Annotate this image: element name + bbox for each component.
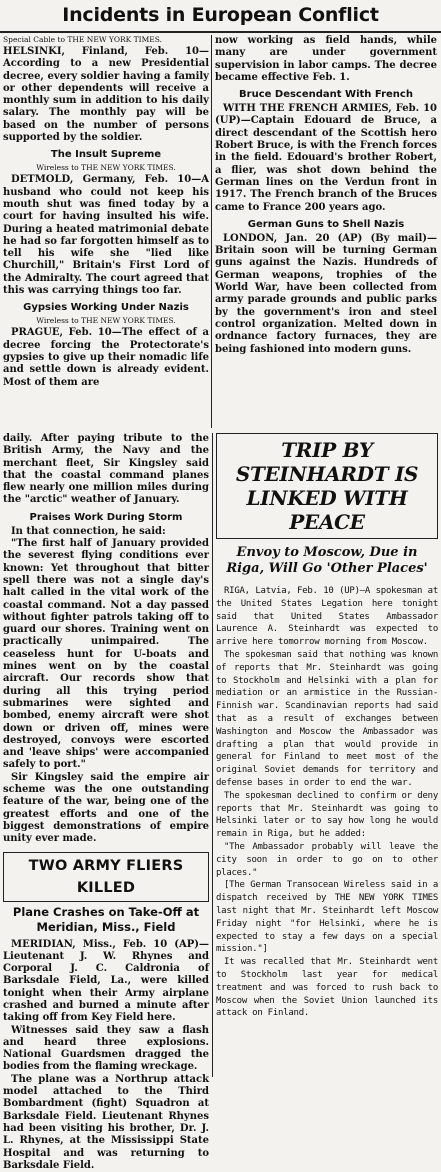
bruce-dateline: WITH THE FRENCH ARMIES, <box>223 103 392 115</box>
top-right-column <box>215 35 437 428</box>
lower-left-column <box>3 433 209 1171</box>
helsinki-dateline: HELSINKI, Finland, Feb. 10— <box>3 46 209 57</box>
gypsies-credit: Wireless to THE NEW YORK TIMES. <box>36 316 176 326</box>
insult-story <box>3 174 209 297</box>
coastal-para-3: "The first half of January provided the severest flying conditions ever known: Yet throughout that bitter spell there was not a single day's halt called in the vital work of the coastal command. Not a day passed without fighter patrols taking off to guard our shores. Training went on practically unimpaired. The ceaseless hunt for U-boats and mines went on by the coastal aircraft. Our records show that during all this trying period submarines were sighted and bombed, enemy aircraft were shot down or driven off, mines were destroyed, convoys were escorted and 'leave ships' were accompanied safely to port." <box>3 538 209 771</box>
insult-headline: The Insult Supreme <box>50 149 162 161</box>
insult-body: —A husband who could not keep his mouth shut was fined today by a court for having insulted his wife. During a heated matrimonial debate he had so far forgotten himself as to tell his wife she "lied like Churchill," Britain's First Lord of the Admiralty. The court agreed that this was carrying things too far. <box>3 174 209 297</box>
steinhardt-para-1 <box>216 585 438 649</box>
guns-headline: German Guns to Shell Nazis <box>247 218 405 230</box>
insult-dateline: DETMOLD, Germany, Feb. 10 <box>11 174 192 186</box>
steinhardt-para-6: It was recalled that Mr. Steinhardt went to Stockholm last year for medical treatment and was forced to rush back to Moscow when the Soviet Union launched its attack on Finland. <box>216 957 438 1019</box>
bruce-body: Feb. 10 (UP)—Captain Edouard de Bruce, a direct descendant of the Scottish hero Robert Bruce, is with the French forces in the field. Edouard's brother Robert, a flier, was shot down behind the German lines on the Verdun front in 1917. The French branch of the Bruces came to France 200 years ago. <box>215 103 438 213</box>
coastal-para-1: daily. After paying tribute to the British Army, the Navy and the merchant fleet, Sir Kingsley said that the coastal command planes flew nearly one million miles during the "arctic" weather of January. <box>3 433 209 506</box>
insult-credit: Wireless to THE NEW YORK TIMES. <box>36 163 176 173</box>
guns-story <box>215 233 437 356</box>
gypsies-headline: Gypsies Working Under Nazis <box>23 302 189 314</box>
fliers-para-2: Witnesses said they saw a flash and heard three explosions. National Guardsmen dragged the bodies from the flaming wreckage. <box>3 1024 209 1073</box>
gypsies-continued: now working as field hands, while many are under government supervision in labor camps. The decree became effective Feb. 1. <box>215 35 437 83</box>
steinhardt-para-3: The spokesman declined to confirm or deny reports that Mr. Steinhardt was going to Helsinki later or to say how long he would remain in Riga, but he added: <box>216 790 438 840</box>
bruce-story <box>215 103 437 214</box>
fliers-dateline: MERIDIAN, Miss., Feb. 10 (AP) <box>11 938 199 950</box>
gypsies-dateline: PRAGUE, Feb. 10 <box>11 327 112 339</box>
gypsies-story <box>3 327 209 388</box>
top-left-column <box>3 35 209 428</box>
banner-rule <box>0 31 441 33</box>
column-rule-top <box>211 35 212 428</box>
steinhardt-para-4: "The Ambassador probably will leave the city soon in order to go on to other places." <box>216 841 438 878</box>
fliers-body-1: —Lieutenant J. W. Rhynes and Corporal J. C. Caldronia of Barksdale Field, La., were killed tonight when their Army airplane crashed and burned a minute after taking off from Key Field here. <box>3 938 209 1024</box>
steinhardt-headline-box <box>216 433 438 539</box>
guns-dateline: LONDON, Jan. 20 (AP) (By mail) <box>223 232 427 244</box>
steinhardt-dateline: RIGA, Latvia, Feb. 10 (UP) <box>224 586 360 596</box>
steinhardt-para-2: The spokesman said that nothing was known of reports that Mr. Steinhardt was going to Stockholm and Helsinki with a plan for mediation or an armistice in the Russian-Finnish war. Scandinavian reports had said that as a result of exchanges between Washington and Moscow the Ambassador was drafting a plan that would provide in general for Finland to meet most of the original Soviet demands for territory and defense bases in order to end the war. <box>216 649 438 788</box>
steinhardt-body-1: —A spokesman at the United States Legation here tonight said that United States Ambassador Laurence A. Steinhardt was expected to arrive here tomorrow morning from Moscow. <box>216 586 438 648</box>
column-rule-bottom <box>212 433 213 1077</box>
coastal-subhead: Praises Work During Storm <box>29 511 183 523</box>
helsinki-story <box>3 46 209 144</box>
fliers-headline-box <box>3 852 209 902</box>
bruce-headline: Bruce Descendant With French <box>239 89 413 101</box>
steinhardt-headline: TRIP BY STEINHARDT IS LINKED WITH PEACE <box>235 438 419 534</box>
fliers-headline: TWO ARMY FLIERS KILLED <box>28 857 184 896</box>
banner-headline: Incidents in European Conflict <box>62 4 379 26</box>
fliers-para-3: The plane was a Northrup attack model attached to the Third Bombardment (fight) Squadron at Barksdale Field. Lieutenant Rhynes had been visiting his brother, Dr. J. L. Rhynes, at the Mississippi State Hospital and was returning to Barksdale Field. <box>3 1073 209 1171</box>
steinhardt-para-5: [The German Transocean Wireless said in a dispatch received by THE NEW YORK TIMES last night that Mr. Steinhardt left Moscow Friday night "for Helsinki, where he is expected to stay a few days on a special mission."] <box>216 880 438 955</box>
coastal-para-4: Sir Kingsley said the empire air scheme was the one outstanding feature of the war, being one of the greatest efforts and one of the biggest demonstrations of empire unity ever made. <box>3 771 209 845</box>
coastal-para-2: In that connection, he said: <box>11 525 166 537</box>
gypsies-body: —The effect of a decree forcing the Protectorate's gypsies to give up their nomadic life and settle down is already evident. Most of them are <box>3 327 209 388</box>
helsinki-body: According to a new Presidential decree, every soldier having a family or other dependents will receive a monthly sum in addition to his daily salary. The monthly pay will be based on the number of persons supported by the soldier. <box>3 58 209 144</box>
guns-body: —Britain soon will be turning German guns against the Nazis. Hundreds of German weapons, trophies of the World War, have been collected from army parade grounds and public parks by the government's iron and steel control organization. Melted down in ordnance factory furnaces, they are being fashioned into modern guns. <box>215 232 437 355</box>
fliers-subhead: Plane Crashes on Take-Off at Meridian, Miss., Field <box>12 904 200 934</box>
helsinki-kicker: Special Cable to THE NEW YORK TIMES. <box>3 35 163 44</box>
fliers-para-1 <box>3 939 209 1025</box>
steinhardt-deck: Envoy to Moscow, Due in Riga, Will Go 'Other Places' <box>226 545 428 576</box>
steinhardt-column <box>216 433 438 1077</box>
